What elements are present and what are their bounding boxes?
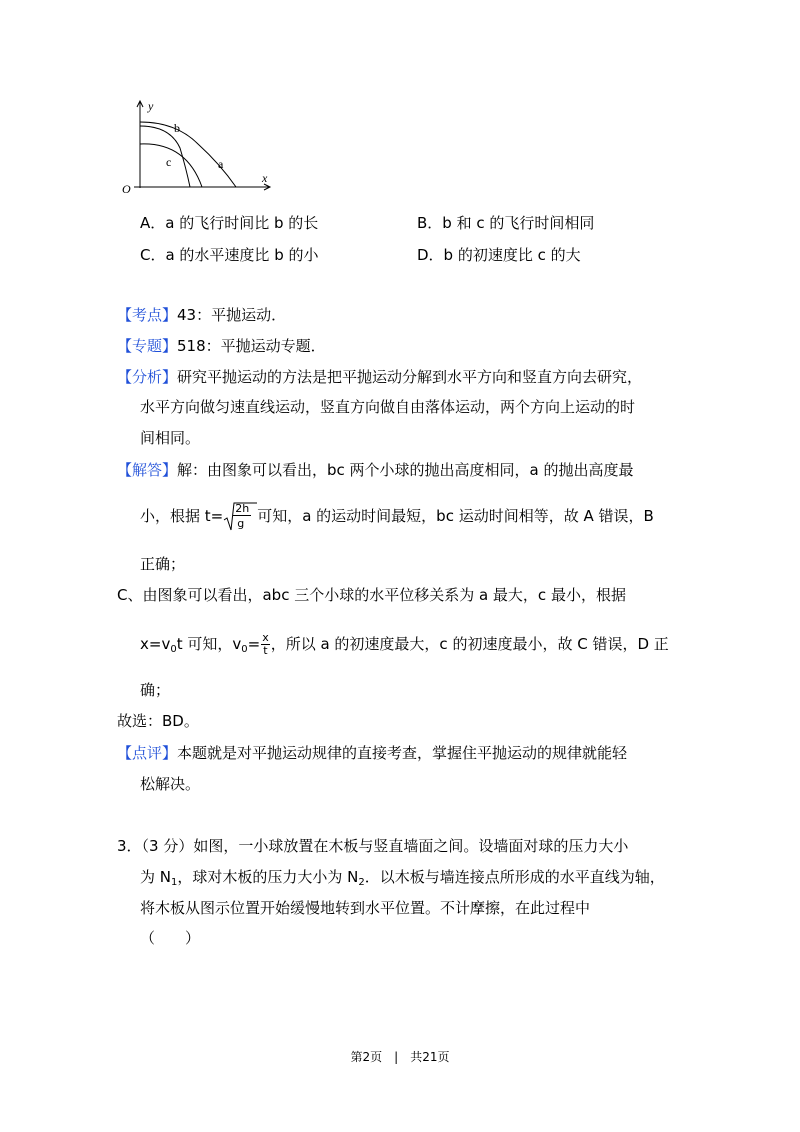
curve-b-label: b xyxy=(174,121,180,135)
dianping-text-1: 本题就是对平抛运动规律的直接考查，掌握住平抛运动的规律就能轻 xyxy=(177,744,628,762)
curve-c-label: c xyxy=(166,155,172,169)
jieda-text-5-b: t 可知，v xyxy=(176,635,242,653)
q3-text-2 xyxy=(140,867,665,887)
q3-text-2-c: ．以木板与墙连接点所形成的水平直线为轴， xyxy=(364,868,665,886)
fraction-numerator: x xyxy=(262,631,269,644)
sqrt-formula xyxy=(223,502,257,532)
jieda-tag: 【解答】 xyxy=(117,461,178,479)
jieda-text-5-a: x=v xyxy=(140,635,171,653)
jieda-text-7: 故选：BD。 xyxy=(117,712,199,730)
trajectory-graph xyxy=(118,96,278,194)
zhuanti-tag: 【专题】 xyxy=(117,337,178,355)
q3-text-1: 3．（3 分）如图，一小球放置在木板与竖直墙面之间。设墙面对球的压力大小 xyxy=(117,837,629,855)
jieda-text-2-pre: 小，根据 t= xyxy=(140,507,224,525)
fenxi-line1 xyxy=(117,367,642,387)
y-axis-label: y xyxy=(148,99,154,113)
curve-a-label: a xyxy=(218,157,224,171)
kaodian-text: 43：平抛运动． xyxy=(177,306,287,324)
origin-label: O xyxy=(122,182,131,194)
option-c: C．a 的水平速度比 b 的小 xyxy=(140,246,319,264)
x-axis-label: x xyxy=(262,171,268,185)
fraction-denominator: t xyxy=(263,644,268,657)
zhuanti-text: 518：平抛运动专题． xyxy=(177,337,326,355)
q3-text-2-b: ，球对木板的压力大小为 N xyxy=(177,868,359,886)
jieda-text-3: 正确； xyxy=(140,555,186,573)
option-b: B．b 和 c 的飞行时间相同 xyxy=(417,214,595,232)
q3-text-2-sub2: 2 xyxy=(358,877,365,888)
kaodian-tag: 【考点】 xyxy=(117,306,178,324)
trajectory-graph-svg xyxy=(118,96,278,194)
jieda-text-2-post: 可知，a 的运动时间最短，bc 运动时间相等，故 A 错误，B xyxy=(257,507,654,525)
jieda-text-1: 解：由图象可以看出，bc 两个小球的抛出高度相同，a 的抛出高度最 xyxy=(177,461,634,479)
dianping-tag: 【点评】 xyxy=(117,744,178,762)
page-footer: 第2页 | 共21页 xyxy=(350,1050,450,1064)
option-a: A．a 的飞行时间比 b 的长 xyxy=(140,214,319,232)
jieda-text-5-d: ，所以 a 的初速度最大，c 的初速度最小，故 C 错误，D 正 xyxy=(270,635,669,653)
q3-text-3: 将木板从图示位置开始缓慢地转到水平位置。不计摩擦，在此过程中 xyxy=(140,899,591,917)
jieda-text-5-sub2: 0 xyxy=(241,644,248,655)
jieda-text-5-c: = xyxy=(247,635,261,653)
option-d: D．b 的初速度比 c 的大 xyxy=(417,246,581,264)
sqrt-denominator: g xyxy=(237,516,245,530)
q3-text-2-sub1: 1 xyxy=(171,877,178,888)
q3-text-4: （ ） xyxy=(140,929,201,947)
jieda-text-5-sub: 0 xyxy=(170,644,177,655)
dianping-line1 xyxy=(117,743,627,763)
jieda-text-6: 确； xyxy=(140,681,171,699)
fenxi-text-1: 研究平抛运动的方法是把平抛运动分解到水平方向和竖直方向去研究， xyxy=(177,368,643,386)
fenxi-text-2: 水平方向做匀速直线运动，竖直方向做自由落体运动，两个方向上运动的时 xyxy=(140,398,636,416)
sqrt-numerator: 2h xyxy=(235,501,250,515)
fenxi-text-3: 间相同。 xyxy=(140,429,201,447)
jieda-line1 xyxy=(117,460,634,480)
fenxi-tag: 【分析】 xyxy=(117,368,178,386)
dianping-text-2: 松解决。 xyxy=(140,775,201,793)
jieda-text-4: C、由图象可以看出，abc 三个小球的水平位移关系为 a 最大，c 最小，根据 xyxy=(117,586,626,604)
zhuanti-line xyxy=(117,336,326,356)
fraction-x-over-t xyxy=(261,632,270,657)
jieda-text-2 xyxy=(140,501,654,532)
q3-text-2-a: 为 N xyxy=(140,868,171,886)
kaodian-line xyxy=(117,305,286,325)
jieda-text-5 xyxy=(140,630,669,658)
